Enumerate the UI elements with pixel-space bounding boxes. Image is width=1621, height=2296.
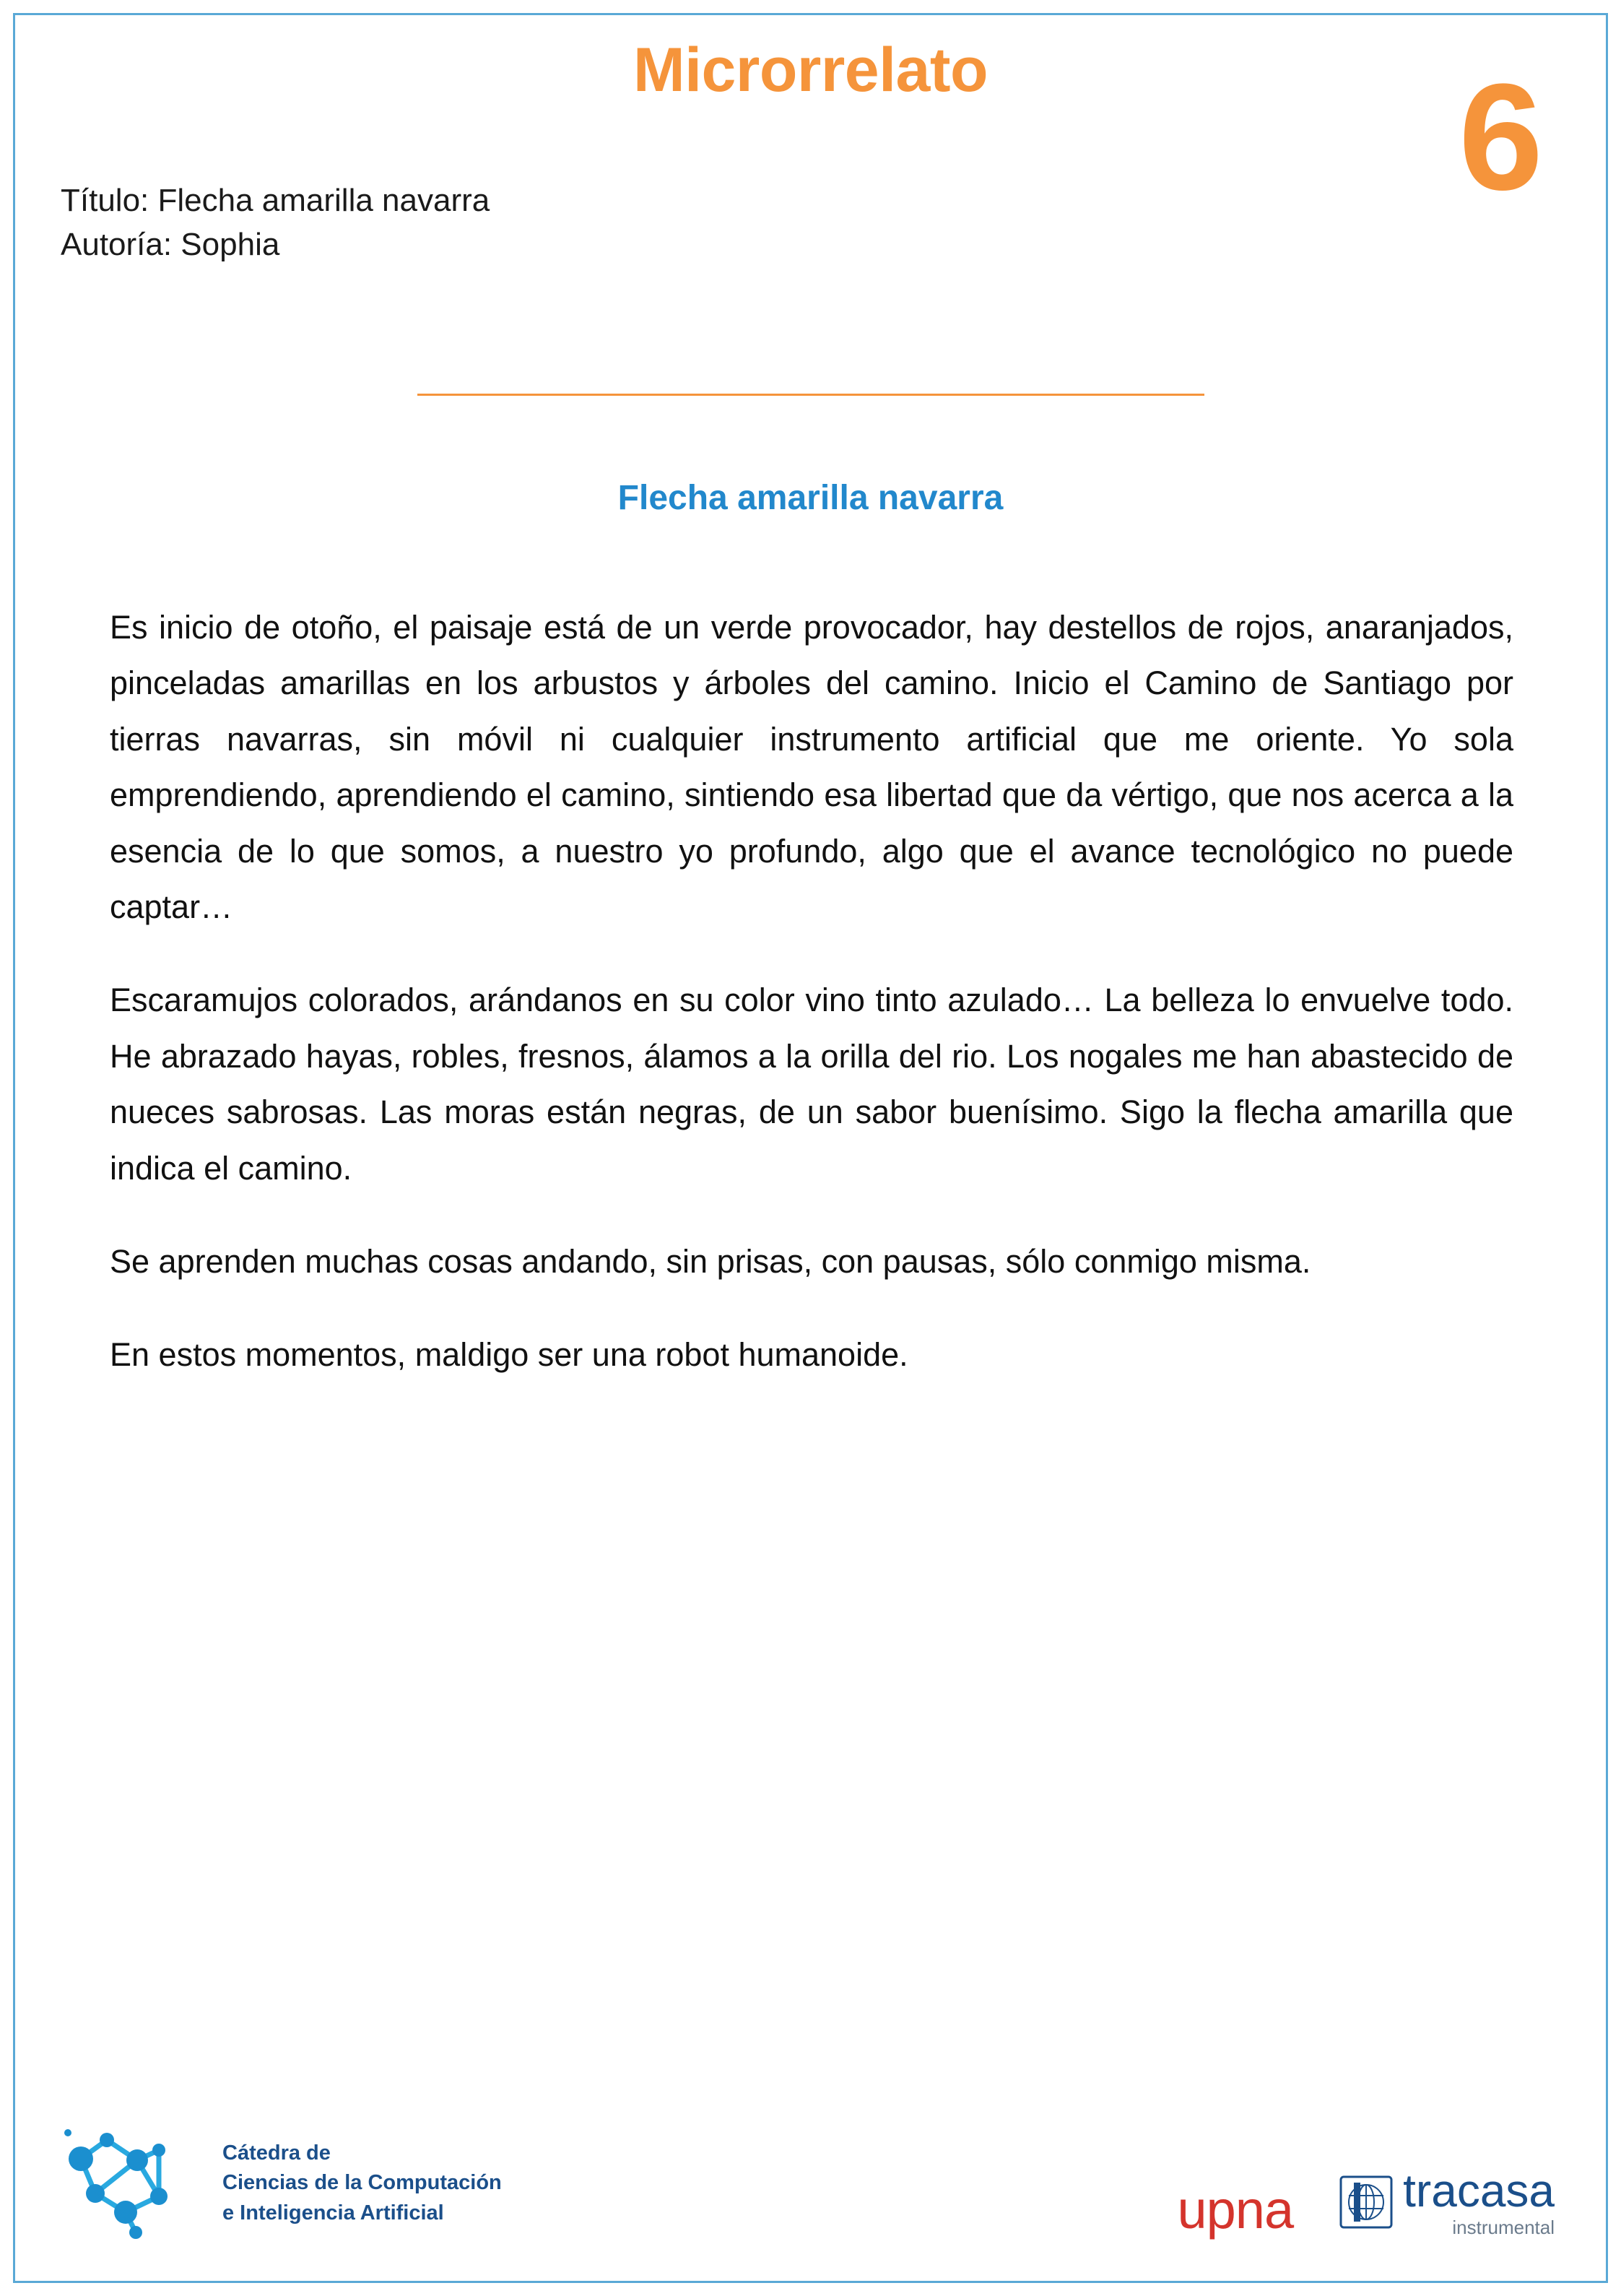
divider-rule: [417, 394, 1204, 396]
story-paragraph: Se aprenden muchas cosas andando, sin prisas, con pausas, sólo conmigo misma.: [110, 1242, 1311, 1280]
story-number: 6: [1459, 52, 1543, 222]
story-paragraph: En estos momentos, maldigo ser una robot humanoide.: [110, 1336, 908, 1374]
page-footer: [0, 2097, 1621, 2263]
story-paragraph: Escaramujos colorados, arándanos en su color vino tinto azulado… La belleza lo envuelve todo. He abrazado hayas, robles, fresnos, álamos a la orilla del rio. Los nogales me han abastecido de nueces sabrosas. Las moras están negras, de un sabor buenísimo. Sigo la flecha amarilla que indica el camino.: [110, 982, 1513, 1187]
tracasa-globe-icon: [1339, 2175, 1393, 2229]
brand-logos: [1177, 2165, 1555, 2240]
story-body: [110, 599, 1513, 1383]
tracasa-subtitle: instrumental: [1452, 2217, 1555, 2238]
tracasa-wordmark: [1403, 2167, 1555, 2237]
tracasa-name: tracasa: [1403, 2165, 1555, 2217]
page-title: Microrrelato: [633, 35, 988, 105]
metadata-author: Autoría: Sophia: [61, 226, 280, 262]
metadata-block: [61, 179, 490, 267]
catedra-text: [222, 2139, 502, 2228]
story-title: Flecha amarilla navarra: [617, 479, 1004, 517]
metadata-title: Título: Flecha amarilla navarra: [61, 183, 490, 218]
catedra-logo-block: [51, 2118, 502, 2248]
catedra-line-1: Cátedra de: [222, 2141, 331, 2165]
upna-logo: upna: [1177, 2180, 1294, 2240]
catedra-line-2: Ciencias de la Computación: [222, 2171, 502, 2195]
catedra-network-icon: [51, 2118, 209, 2248]
story-paragraph: Es inicio de otoño, el paisaje está de un verde provocador, hay destellos de rojos, anaranjados, pinceladas amarillas en los arbustos y árboles del camino. Inicio el Camino de Santiago por tierras navarras, sin móvil ni cualquier instrumento artificial que me oriente. Yo sola emprendiendo, aprendiendo el camino, sintiendo esa libertad que da vértigo, que nos acerca a la esencia de lo que somos, a nuestro yo profundo, algo que el avance tecnológico no puede captar…: [110, 609, 1513, 925]
catedra-line-3: e Inteligencia Artificial: [222, 2201, 444, 2224]
tracasa-logo: [1339, 2167, 1555, 2237]
